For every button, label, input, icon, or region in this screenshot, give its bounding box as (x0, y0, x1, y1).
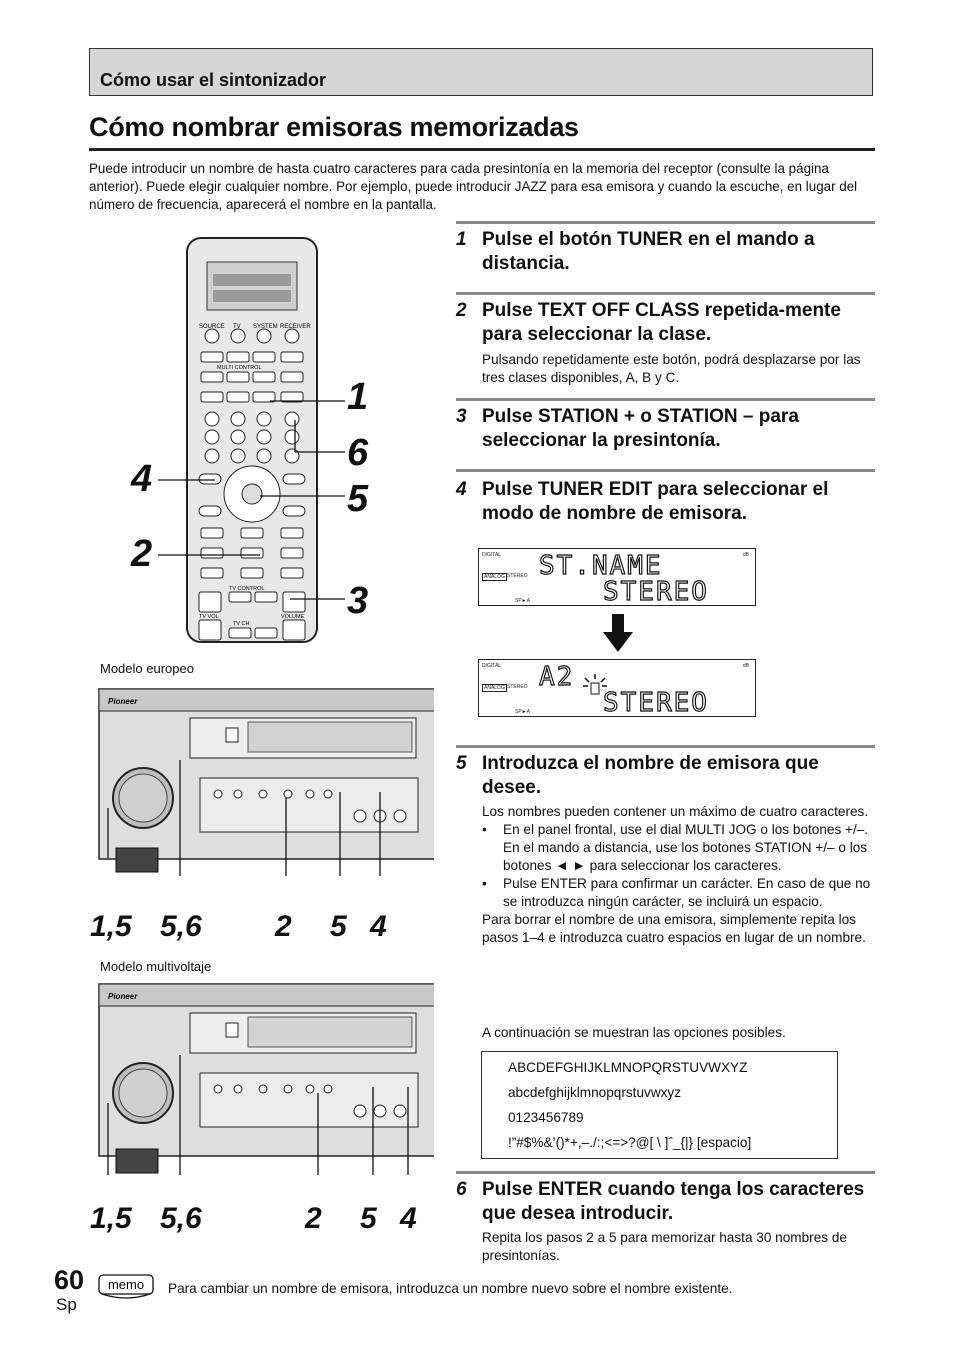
step-2-text: Pulse TEXT OFF CLASS repetida-mente para seleccionar la clase. (482, 300, 841, 345)
remote-receiver-label: RECEIVER (280, 324, 311, 330)
display1-analog-tag: ANALOG (484, 574, 505, 580)
remote-tv-ch-label: TV CH (233, 621, 250, 627)
step-5-number: 5 (456, 753, 467, 774)
callout-1: 1 (347, 376, 369, 418)
receiver-front-panel-european (98, 688, 434, 876)
callout-3: 3 (347, 580, 369, 622)
remote-multi-control-label: MULTI CONTROL (217, 365, 262, 371)
remote-tv-label: TV (233, 324, 241, 330)
options-intro: A continuación se muestran las opciones posibles. (482, 1025, 786, 1040)
display-a2 (478, 659, 756, 717)
memo-icon (98, 1274, 154, 1300)
chars-digits: 0123456789 (508, 1110, 584, 1125)
remote-volume-label: VOLUME (281, 614, 305, 620)
callout-2: 2 (131, 533, 153, 575)
brand-logo-european: Pioneer (108, 697, 138, 706)
display1-digital-tag: DIGITAL (482, 552, 502, 558)
step-1-number: 1 (456, 229, 467, 250)
multi-callout-e: 4 (400, 1202, 417, 1235)
step-6-text: Pulse ENTER cuando tenga los caracteres que desea introducir. (482, 1179, 865, 1224)
step-5-bullet-2: • Pulse ENTER para confirmar un carácter. En caso de que no se introduzca ningún carácter, se incluirá un espacio. (482, 875, 876, 911)
multi-callout-a: 1,5 (90, 1202, 132, 1235)
receiver-front-panel-multivoltage (98, 983, 434, 1175)
step-4-rule (456, 469, 875, 472)
memo-text: Para cambiar un nombre de emisora, introduzca un nombre nuevo sobre el nombre existente. (168, 1281, 733, 1296)
step-4-text: Pulse TUNER EDIT para seleccionar el modo de nombre de emisora. (482, 479, 829, 524)
remote-leader-lines (150, 380, 360, 610)
callout-6: 6 (347, 432, 369, 474)
step-3-heading (456, 405, 876, 453)
callout-5: 5 (347, 478, 369, 520)
step-2-number: 2 (456, 300, 467, 321)
step-6-number: 6 (456, 1179, 467, 1200)
step-1-rule (456, 221, 875, 224)
step-5-after: Para borrar el nombre de una emisora, simplemente repita los pasos 1–4 e introduzca cuatro espacios en lugar de un nombre. (482, 912, 866, 945)
step-5-rule (456, 745, 875, 748)
page-title: Cómo nombrar emisoras memorizadas (89, 112, 579, 142)
display2-digital-tag: DIGITAL (482, 663, 502, 669)
chars-lowercase: abcdefghijklmnopqrstuvwxyz (508, 1085, 682, 1100)
down-arrow-icon (603, 614, 633, 652)
memo-label: memo (107, 1277, 145, 1292)
model-multivoltage-label: Modelo multivoltaje (100, 959, 212, 974)
section-banner (89, 48, 873, 96)
step-1-text: Pulse el botón TUNER en el mando a distancia. (482, 229, 815, 274)
step-1-heading (456, 228, 876, 276)
page-number: 60 (54, 1265, 85, 1295)
title-rule (89, 148, 875, 151)
display1-line2: STEREO (603, 577, 709, 607)
step-3-rule (456, 398, 875, 401)
callout-4: 4 (131, 458, 153, 500)
step-2-rule (456, 292, 875, 295)
display1-db-tag: dB (742, 552, 749, 558)
step-6-heading (456, 1178, 876, 1226)
page-language: Sp (56, 1295, 77, 1314)
display1-stereo-tag: STEREO (507, 573, 528, 579)
step-4-heading (456, 478, 876, 526)
model-european-label: Modelo europeo (100, 661, 194, 676)
display2-line1: A2 (539, 662, 575, 692)
display1-line1: ST.NAME (539, 551, 663, 581)
display1-sp-tag: SP►A (515, 598, 530, 604)
step-6-rule (456, 1171, 875, 1174)
display2-sp-tag: SP►A (515, 709, 530, 715)
step-5-text: Introduzca el nombre de emisora que desee. (482, 753, 819, 798)
step-5-body (482, 803, 876, 947)
remote-system-label: SYSTEM (253, 324, 278, 330)
multi-callout-b: 5,6 (160, 1202, 202, 1235)
step-5-bullet-1: • En el panel frontal, use el dial MULTI JOG o los botones +/–. En el mando a distancia, use los botones STATION +/– o los botones ◄ ► para seleccionar los caracteres. (482, 821, 876, 875)
step-3-number: 3 (456, 406, 467, 427)
chars-uppercase: ABCDEFGHIJKLMNOPQRSTUVWXYZ (508, 1060, 748, 1075)
display2-analog-tag: ANALOG (484, 685, 505, 691)
multi-callout-c: 2 (305, 1202, 322, 1235)
remote-source-label: SOURCE (199, 324, 225, 330)
display2-db-tag: dB (742, 663, 749, 669)
step-3-text: Pulse STATION + o STATION – para seleccionar la presintonía. (482, 406, 799, 451)
european-callout-b: 5,6 (160, 910, 202, 943)
display2-stereo-tag: STEREO (507, 684, 528, 690)
section-title: Cómo usar el sintonizador (100, 70, 327, 90)
remote-tv-control-label: TV CONTROL (229, 586, 265, 592)
step-2-body: Pulsando repetidamente este botón, podrá desplazarse por las tres clases disponibles, A, B y C. (482, 352, 861, 385)
step-5-intro: Los nombres pueden contener un máximo de cuatro caracteres. (482, 804, 869, 819)
european-callout-e: 4 (370, 910, 387, 943)
step-5-heading (456, 752, 876, 800)
multi-callout-d: 5 (360, 1202, 377, 1235)
step-2-heading (456, 299, 876, 347)
step-6-body: Repita los pasos 2 a 5 para memorizar hasta 30 nombres de presintonías. (482, 1230, 847, 1263)
european-callout-d: 5 (330, 910, 347, 943)
chars-symbols: !”#$%&’()*+,–./:;<=>?@[ \ ]ˆ_{|} [espacio] (508, 1135, 752, 1150)
european-callout-c: 2 (275, 910, 292, 943)
step-4-number: 4 (456, 479, 467, 500)
brand-logo-multivoltage: Pioneer (108, 992, 138, 1001)
display-st-name (478, 548, 756, 606)
character-options-box (481, 1051, 838, 1159)
european-callout-a: 1,5 (90, 910, 132, 943)
intro-paragraph: Puede introducir un nombre de hasta cuatro caracteres para cada presintonía en la memoria del receptor (consulte la página anterior). Puede elegir cualquier nombre. Por ejemplo, puede introducir JAZZ para esa emisora y cuando la escuche, en lugar del número de frecuencia, aparecerá el nombre en la pantalla. (89, 161, 858, 212)
remote-tv-vol-label: TV VOL (199, 614, 219, 620)
display2-line2: STEREO (603, 688, 709, 718)
